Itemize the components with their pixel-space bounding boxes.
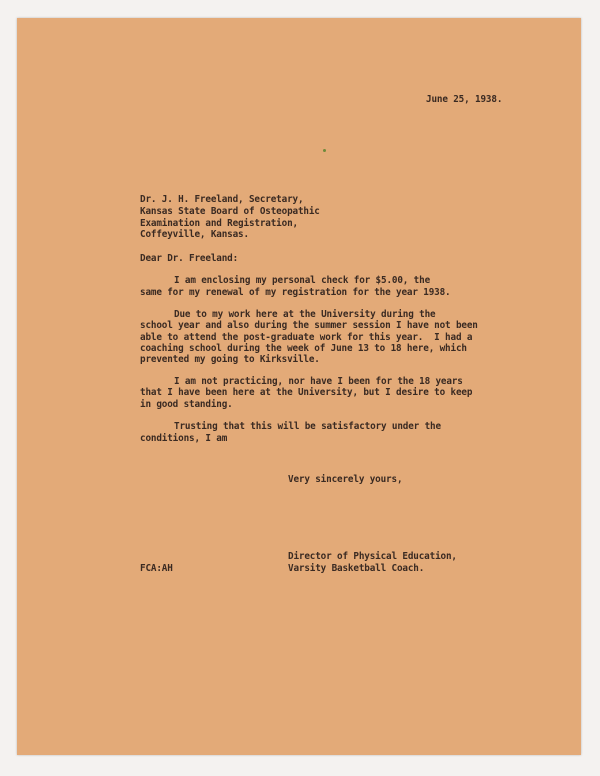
body-line: conditions, I am: [140, 433, 228, 444]
body-line: able to attend the post-graduate work for this year. I had a: [140, 332, 473, 343]
body-line: I am enclosing my personal check for $5.00, the: [174, 275, 431, 286]
recipient-line: Kansas State Board of Osteopathic: [140, 206, 320, 217]
body-line: in good standing.: [140, 399, 233, 410]
signature-title-line: Varsity Basketball Coach.: [288, 563, 425, 574]
body-line: prevented my going to Kirksville.: [140, 354, 320, 365]
body-line: that I have been here at the University, but I desire to keep: [140, 387, 473, 398]
recipient-line: Examination and Registration,: [140, 218, 298, 229]
body-line: I am not practicing, nor have I been for the 18 years: [174, 376, 463, 387]
recipient-line: Coffeyville, Kansas.: [140, 229, 249, 240]
recipient-line: Dr. J. H. Freeland, Secretary,: [140, 194, 304, 205]
typist-initials: FCA:AH: [140, 563, 173, 574]
closing: Very sincerely yours,: [288, 474, 403, 485]
body-line: coaching school during the week of June 13 to 18 here, which: [140, 343, 467, 354]
paper-speck: [323, 149, 326, 152]
letter-date: June 25, 1938.: [426, 94, 503, 105]
body-line: school year and also during the summer session I have not been: [140, 320, 478, 331]
body-line: same for my renewal of my registration for the year 1938.: [140, 287, 451, 298]
body-line: Trusting that this will be satisfactory under the: [174, 421, 441, 432]
body-line: Due to my work here at the University during the: [174, 309, 436, 320]
salutation: Dear Dr. Freeland:: [140, 253, 239, 264]
signature-title-line: Director of Physical Education,: [288, 551, 457, 562]
